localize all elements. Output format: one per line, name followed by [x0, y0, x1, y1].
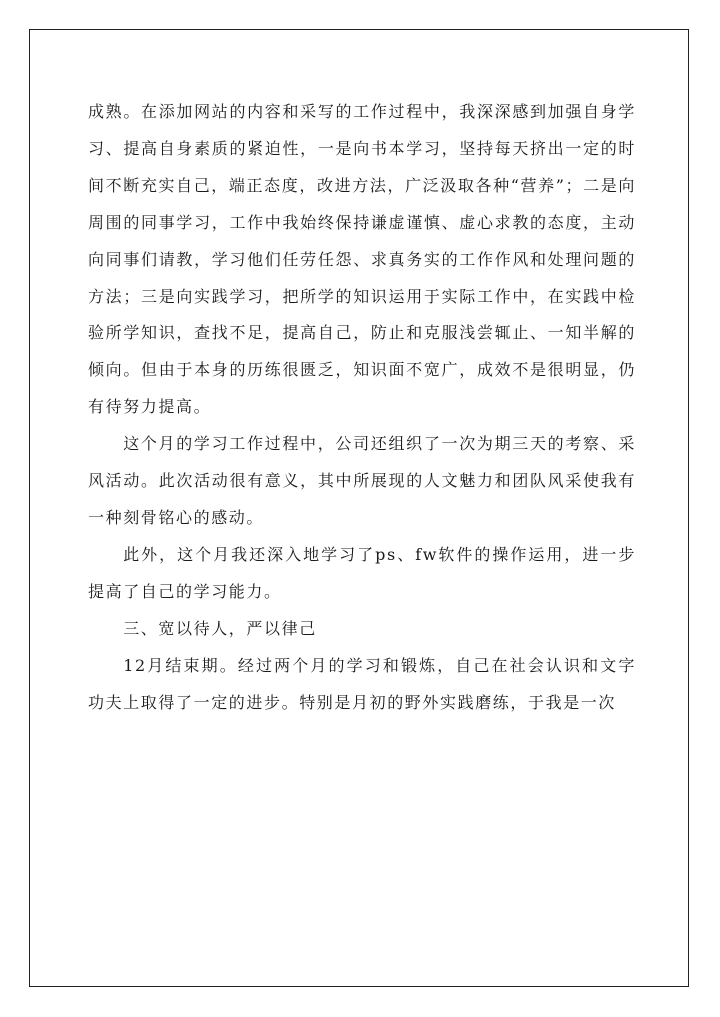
document-body [88, 94, 636, 721]
section-heading: 三、宽以待人，严以律己 [123, 618, 317, 638]
paragraph-december: 12月结束期。经过两个月的学习和锻炼，自己在社会认识和文字功夫上取得了一定的进步。特别是月初的野外实践磨练，于我是一次 [88, 655, 636, 712]
paragraph-field-trip: 这个月的学习工作过程中，公司还组织了一次为期三天的考察、采风活动。此次活动很有意义，其中所展现的人文魅力和团队风采使我有一种刻骨铭心的感动。 [88, 434, 636, 527]
paragraph-continued: 成熟。在添加网站的内容和采写的工作过程中，我深深感到加强自身学习、提高自身素质的紧迫性，一是向书本学习，坚持每天挤出一定的时间不断充实自己，端正态度，改进方法，广泛汲取各种“营养”；二是向周围的同事学习，工作中我始终保持谦虚谨慎、虚心求教的态度，主动向同事们请教，学习他们任劳任怨、求真务实的工作作风和处理问题的方法；三是向实践学习，把所学的知识运用于实际工作中，在实践中检验所学知识，查找不足，提高自己，防止和克服浅尝辄止、一知半解的倾向。但由于本身的历练很匮乏，知识面不宽广，成效不是很明显，仍有待努力提高。 [88, 102, 636, 417]
paragraph-software-study: 此外，这个月我还深入地学习了ps、fw软件的操作运用，进一步提高了自己的学习能力。 [88, 544, 636, 601]
